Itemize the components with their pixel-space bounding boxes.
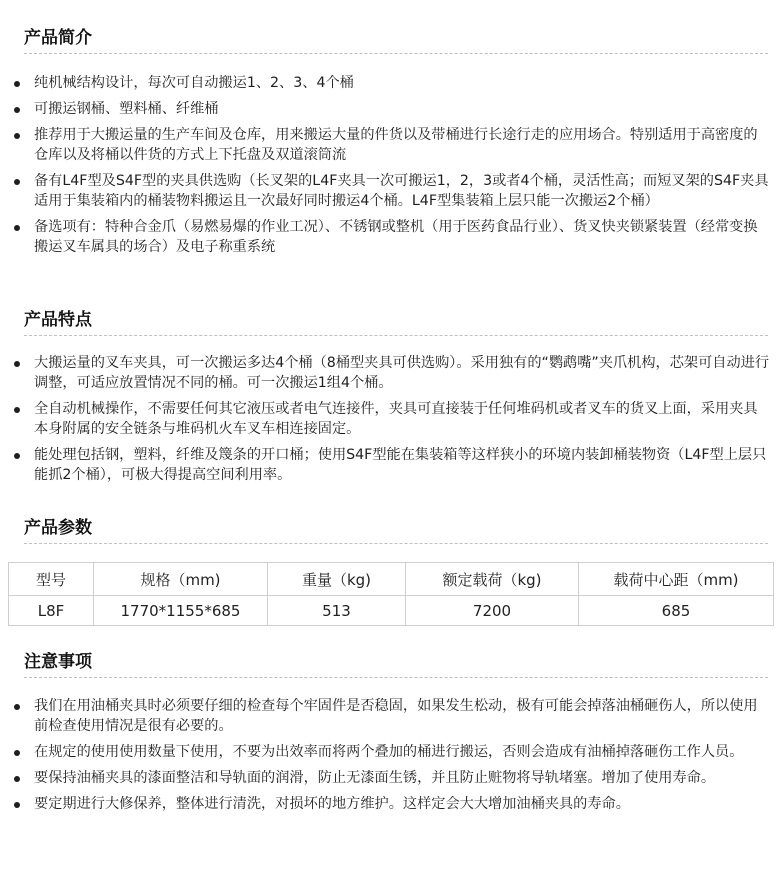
bullet-icon bbox=[14, 407, 20, 413]
list-item: 推荐用于大搬运量的生产车间及仓库，用来搬运大量的件货以及带桶进行长途行走的应用场合。特别适用于高密度的仓库以及将桶以件货的方式上下托盘及双道滚筒流 bbox=[0, 125, 776, 165]
list-item: 可搬运钢桶、塑料桶、纤维桶 bbox=[0, 99, 776, 119]
intro-title: 产品简介 bbox=[24, 28, 92, 48]
list-item: 要保持油桶夹具的漆面整洁和导轨面的润滑，防止无漆面生锈，并且防止赃物将导轨堵塞。增加了使用寿命。 bbox=[0, 768, 776, 788]
intro-list bbox=[0, 73, 776, 263]
cell-rated-load: 7200 bbox=[406, 596, 579, 626]
col-header-load-center: 载荷中心距（mm) bbox=[579, 563, 774, 596]
list-item: 备有L4F型及S4F型的夹具供选购（长叉架的L4F夹具一次可搬运1，2，3或者4个桶，灵活性高；而短叉架的S4F夹具适用于集装箱内的桶装物料搬运且一次最好同时搬运4个桶。L4F型集装箱上层只能一次搬运2个桶） bbox=[0, 171, 776, 211]
features-divider bbox=[24, 335, 768, 336]
list-item: 能处理包括钢，塑料，纤维及篾条的开口桶；使用S4F型能在集装箱等这样狭小的环境内装卸桶装物资（L4F型上层只能抓2个桶），可极大得提高空间利用率。 bbox=[0, 445, 776, 485]
list-item: 纯机械结构设计，每次可自动搬运1、2、3、4个桶 bbox=[0, 73, 776, 93]
table-row bbox=[9, 596, 774, 626]
list-item: 大搬运量的叉车夹具，可一次搬运多达4个桶（8桶型夹具可供选购）。采用独有的“鹦鹉嘴”夹爪机构，芯架可自动进行调整，可适应放置情况不同的桶。可一次搬运1组4个桶。 bbox=[0, 353, 776, 393]
bullet-icon bbox=[14, 750, 20, 756]
bullet-icon bbox=[14, 776, 20, 782]
bullet-icon bbox=[14, 81, 20, 87]
bullet-icon bbox=[14, 802, 20, 808]
cell-weight: 513 bbox=[268, 596, 406, 626]
table-header-row bbox=[9, 563, 774, 596]
notes-title: 注意事项 bbox=[24, 652, 92, 672]
col-header-size: 规格（mm) bbox=[94, 563, 268, 596]
cell-model: L8F bbox=[9, 596, 94, 626]
bullet-icon bbox=[14, 704, 20, 710]
list-item: 备选项有：特种合金爪（易燃易爆的作业工况）、不锈钢或整机（用于医药食品行业）、货叉快夹锁紧装置（经常变换搬运叉车属具的场合）及电子称重系统 bbox=[0, 217, 776, 257]
col-header-rated-load: 额定载荷（kg) bbox=[406, 563, 579, 596]
params-title: 产品参数 bbox=[24, 518, 92, 538]
bullet-icon bbox=[14, 453, 20, 459]
list-item: 要定期进行大修保养，整体进行清洗，对损坏的地方维护。这样定会大大增加油桶夹具的寿命。 bbox=[0, 794, 776, 814]
bullet-icon bbox=[14, 133, 20, 139]
col-header-weight: 重量（kg) bbox=[268, 563, 406, 596]
list-item: 在规定的使用使用数量下使用，不要为出效率而将两个叠加的桶进行搬运，否则会造成有油桶掉落砸伤工作人员。 bbox=[0, 742, 776, 762]
features-title: 产品特点 bbox=[24, 310, 92, 330]
list-item: 全自动机械操作，不需要任何其它液压或者电气连接件，夹具可直接装于任何堆码机或者叉车的货叉上面，采用夹具本身附属的安全链条与堆码机火车叉车相连接固定。 bbox=[0, 399, 776, 439]
cell-size: 1770*1155*685 bbox=[94, 596, 268, 626]
params-table bbox=[8, 562, 774, 626]
notes-divider bbox=[24, 677, 768, 678]
cell-load-center: 685 bbox=[579, 596, 774, 626]
intro-divider bbox=[24, 53, 768, 54]
bullet-icon bbox=[14, 107, 20, 113]
bullet-icon bbox=[14, 361, 20, 367]
list-item: 我们在用油桶夹具时必须要仔细的检查每个牢固件是否稳固，如果发生松动，极有可能会掉落油桶砸伤人，所以使用前检查使用情况是很有必要的。 bbox=[0, 696, 776, 736]
params-divider bbox=[24, 543, 768, 544]
bullet-icon bbox=[14, 179, 20, 185]
col-header-model: 型号 bbox=[9, 563, 94, 596]
notes-list bbox=[0, 696, 776, 820]
features-list bbox=[0, 353, 776, 491]
bullet-icon bbox=[14, 225, 20, 231]
